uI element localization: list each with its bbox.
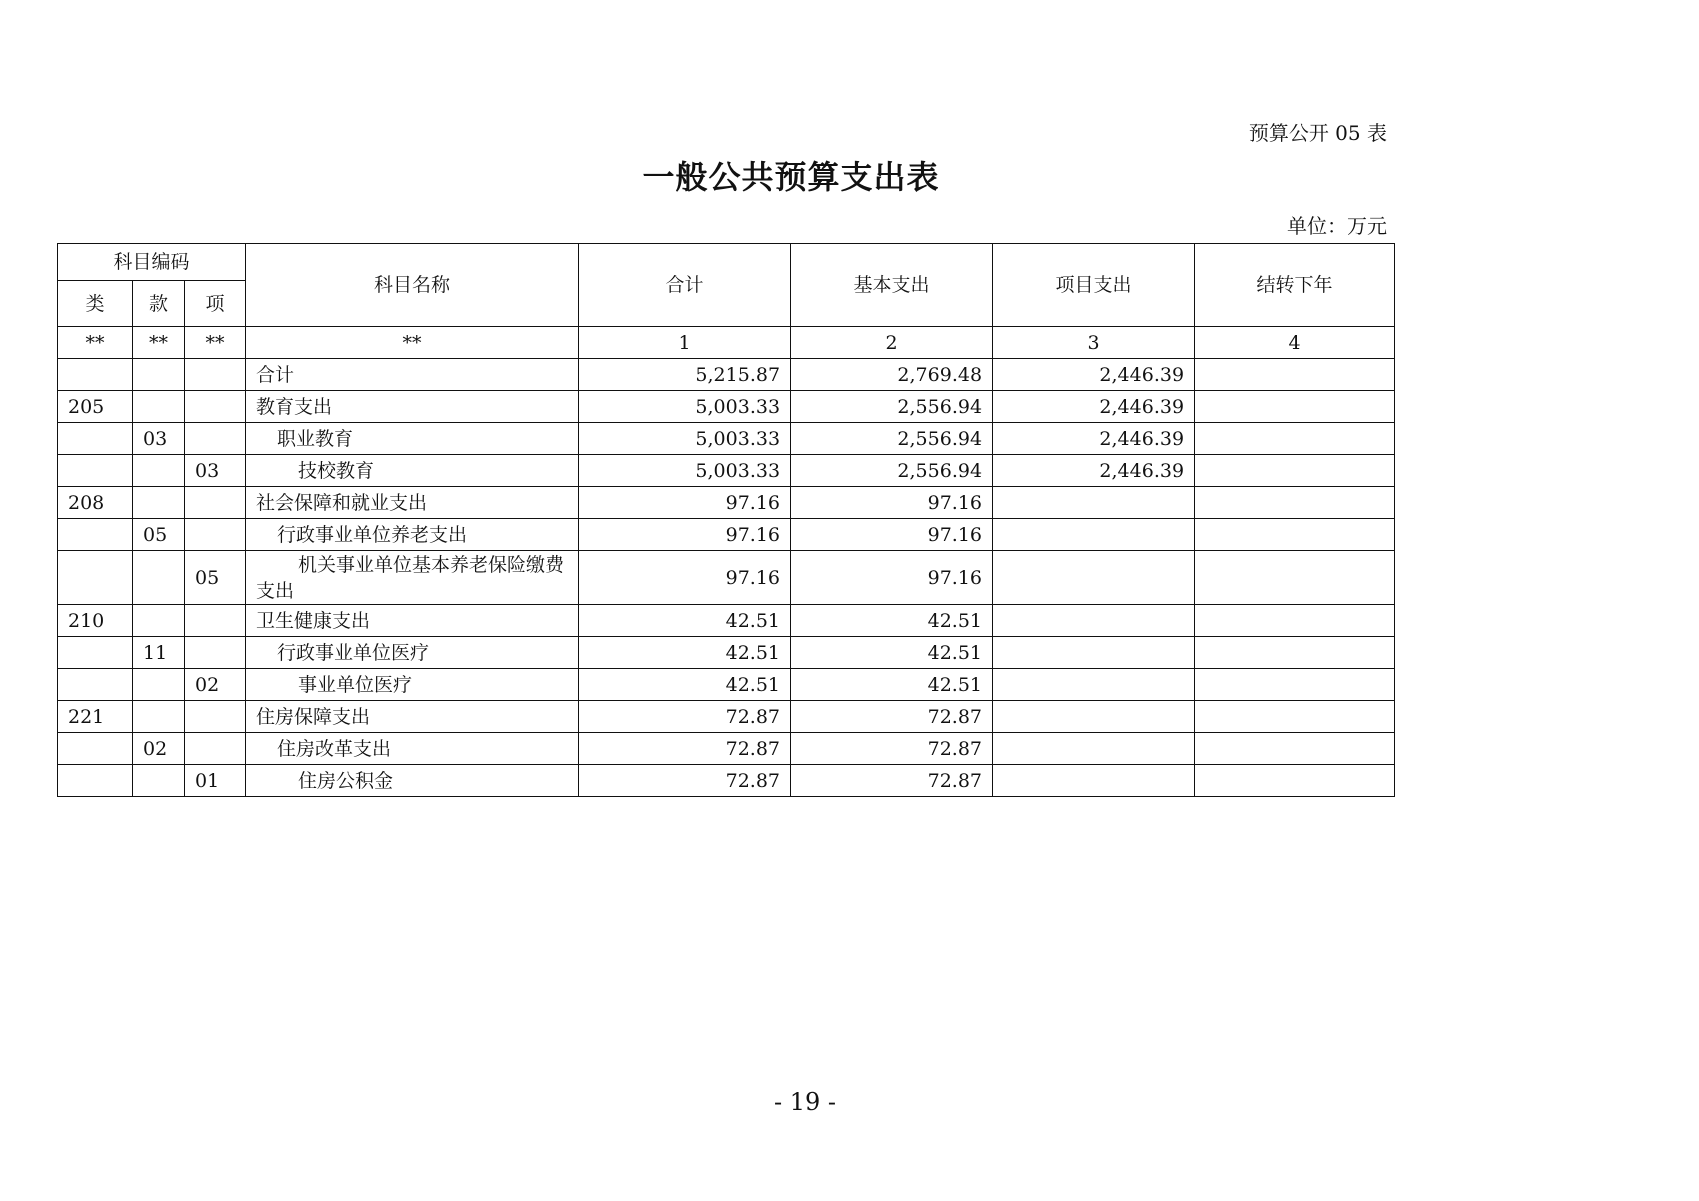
form-number: 预算公开 05 表 (1248, 121, 1387, 145)
cell-kuan (133, 391, 185, 423)
cell-kuan (133, 605, 185, 637)
cell-lei (58, 519, 133, 551)
table-row (58, 605, 1395, 637)
cell-name: 教育支出 (246, 391, 579, 423)
cell-project: 2,446.39 (993, 391, 1195, 423)
cell-carryover (1195, 519, 1395, 551)
cell-project: 2,446.39 (993, 423, 1195, 455)
cell-basic: 97.16 (791, 551, 993, 605)
cell-lei (58, 455, 133, 487)
cell-kuan (133, 455, 185, 487)
cell-basic: 42.51 (791, 637, 993, 669)
cell-name: 住房改革支出 (246, 733, 579, 765)
cell-name: 社会保障和就业支出 (246, 487, 579, 519)
cell-carryover (1195, 423, 1395, 455)
cell-project (993, 733, 1195, 765)
cell-lei: 221 (58, 701, 133, 733)
cell-carryover (1195, 733, 1395, 765)
cell-total: 42.51 (579, 637, 791, 669)
cell-xiang: 01 (185, 765, 246, 797)
cell-total: 42.51 (579, 669, 791, 701)
header-subject-name: 科目名称 (246, 244, 579, 327)
cell-xiang (185, 637, 246, 669)
cell-name: 机关事业单位基本养老保险缴费支出 (246, 551, 579, 605)
cell-project (993, 519, 1195, 551)
cell-kuan (133, 765, 185, 797)
cell-name: 行政事业单位医疗 (246, 637, 579, 669)
header-total: 合计 (579, 244, 791, 327)
cell-xiang (185, 391, 246, 423)
cell-carryover (1195, 551, 1395, 605)
header-project-expenditure: 项目支出 (993, 244, 1195, 327)
cell-xiang (185, 423, 246, 455)
cell-total: 97.16 (579, 487, 791, 519)
cell-carryover (1195, 391, 1395, 423)
cell-total: 5,215.87 (579, 359, 791, 391)
cell-lei: 208 (58, 487, 133, 519)
index-cell: 3 (993, 327, 1195, 359)
table-row (58, 455, 1395, 487)
table-row (58, 359, 1395, 391)
table-row (58, 487, 1395, 519)
cell-basic: 97.16 (791, 519, 993, 551)
cell-name: 行政事业单位养老支出 (246, 519, 579, 551)
cell-lei: 210 (58, 605, 133, 637)
cell-basic: 2,769.48 (791, 359, 993, 391)
cell-carryover (1195, 765, 1395, 797)
cell-kuan (133, 701, 185, 733)
cell-lei (58, 733, 133, 765)
cell-total: 5,003.33 (579, 455, 791, 487)
cell-lei (58, 551, 133, 605)
cell-xiang: 03 (185, 455, 246, 487)
cell-total: 97.16 (579, 551, 791, 605)
cell-name: 合计 (246, 359, 579, 391)
cell-basic: 72.87 (791, 765, 993, 797)
cell-carryover (1195, 605, 1395, 637)
index-cell: ** (58, 327, 133, 359)
index-cell: ** (246, 327, 579, 359)
cell-total: 72.87 (579, 765, 791, 797)
cell-name: 事业单位医疗 (246, 669, 579, 701)
cell-name: 技校教育 (246, 455, 579, 487)
header-lei: 类 (58, 281, 133, 327)
cell-carryover (1195, 455, 1395, 487)
cell-basic: 2,556.94 (791, 391, 993, 423)
cell-kuan (133, 551, 185, 605)
cell-project: 2,446.39 (993, 359, 1195, 391)
cell-kuan: 02 (133, 733, 185, 765)
cell-project (993, 487, 1195, 519)
cell-xiang (185, 487, 246, 519)
cell-basic: 97.16 (791, 487, 993, 519)
cell-xiang (185, 733, 246, 765)
cell-basic: 2,556.94 (791, 455, 993, 487)
cell-project (993, 669, 1195, 701)
cell-project (993, 765, 1195, 797)
cell-project (993, 605, 1195, 637)
cell-carryover (1195, 637, 1395, 669)
cell-lei (58, 669, 133, 701)
cell-carryover (1195, 669, 1395, 701)
index-cell: 4 (1195, 327, 1395, 359)
table-row (58, 733, 1395, 765)
header-subject-code: 科目编码 (58, 244, 246, 281)
cell-xiang: 02 (185, 669, 246, 701)
page-title: 一般公共预算支出表 (642, 158, 940, 196)
table-row (58, 423, 1395, 455)
header-basic-expenditure: 基本支出 (791, 244, 993, 327)
cell-name: 住房保障支出 (246, 701, 579, 733)
cell-carryover (1195, 701, 1395, 733)
index-cell: 1 (579, 327, 791, 359)
cell-lei (58, 423, 133, 455)
cell-lei (58, 359, 133, 391)
cell-basic: 42.51 (791, 605, 993, 637)
header-xiang: 项 (185, 281, 246, 327)
header-kuan: 款 (133, 281, 185, 327)
page-number: - 19 - (773, 1088, 836, 1116)
cell-carryover (1195, 359, 1395, 391)
cell-lei (58, 637, 133, 669)
cell-total: 5,003.33 (579, 423, 791, 455)
unit-label: 单位：万元 (1287, 214, 1387, 238)
cell-project (993, 637, 1195, 669)
cell-kuan: 03 (133, 423, 185, 455)
header-carryover: 结转下年 (1195, 244, 1395, 327)
cell-project: 2,446.39 (993, 455, 1195, 487)
cell-basic: 2,556.94 (791, 423, 993, 455)
cell-name: 职业教育 (246, 423, 579, 455)
cell-kuan (133, 359, 185, 391)
cell-project (993, 701, 1195, 733)
cell-basic: 42.51 (791, 669, 993, 701)
table-row (58, 765, 1395, 797)
table-row (58, 637, 1395, 669)
cell-kuan (133, 669, 185, 701)
cell-xiang (185, 701, 246, 733)
table-row (58, 551, 1395, 605)
cell-lei: 205 (58, 391, 133, 423)
cell-xiang: 05 (185, 551, 246, 605)
cell-kuan: 05 (133, 519, 185, 551)
cell-basic: 72.87 (791, 701, 993, 733)
cell-kuan (133, 487, 185, 519)
cell-name: 卫生健康支出 (246, 605, 579, 637)
cell-xiang (185, 359, 246, 391)
cell-total: 42.51 (579, 605, 791, 637)
index-cell: ** (185, 327, 246, 359)
cell-name: 住房公积金 (246, 765, 579, 797)
index-cell: ** (133, 327, 185, 359)
cell-carryover (1195, 487, 1395, 519)
cell-lei (58, 765, 133, 797)
index-cell: 2 (791, 327, 993, 359)
cell-project (993, 551, 1195, 605)
cell-xiang (185, 605, 246, 637)
cell-total: 97.16 (579, 519, 791, 551)
cell-basic: 72.87 (791, 733, 993, 765)
budget-expenditure-table (57, 243, 1395, 797)
cell-total: 5,003.33 (579, 391, 791, 423)
table-row (58, 701, 1395, 733)
cell-xiang (185, 519, 246, 551)
index-row (58, 327, 1395, 359)
table-row (58, 669, 1395, 701)
table-row (58, 391, 1395, 423)
table-row (58, 519, 1395, 551)
cell-kuan: 11 (133, 637, 185, 669)
cell-total: 72.87 (579, 733, 791, 765)
cell-total: 72.87 (579, 701, 791, 733)
